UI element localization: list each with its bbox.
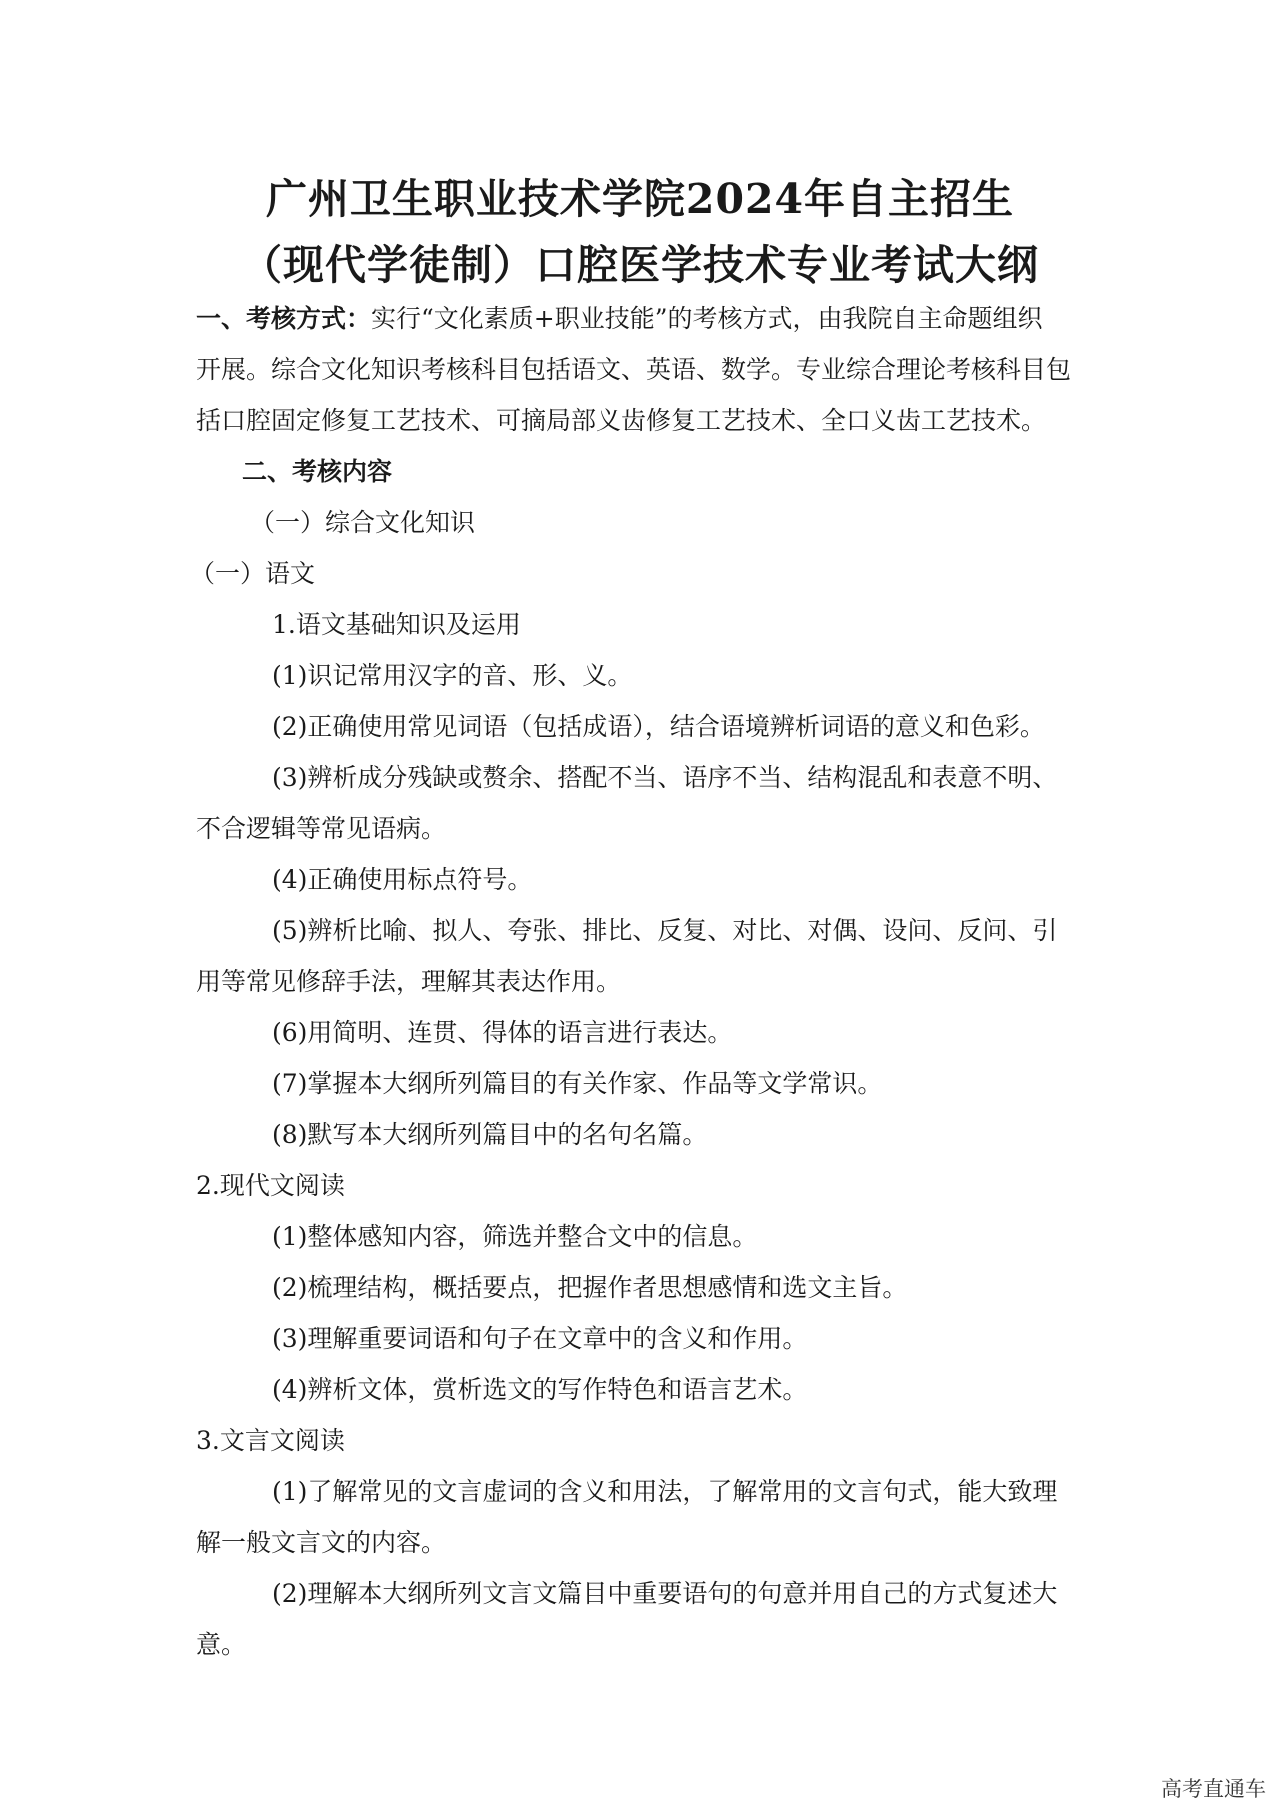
document-title-line1: 广州卫生职业技术学院2024年自主招生	[265, 175, 1015, 223]
list-item: (3)辨析成分残缺或赘余、搭配不当、语序不当、结构混乱和表意不明、	[272, 763, 1058, 792]
section1-label: 一、考核方式：	[196, 304, 372, 333]
section1-line2: 开展。综合文化知识考核科目包括语文、英语、数学。专业综合理论考核科目包	[196, 355, 1072, 384]
watermark-text: 高考直通车	[1161, 1777, 1266, 1801]
list-item: (4)正确使用标点符号。	[272, 865, 533, 894]
part3-heading: 3.文言文阅读	[196, 1426, 345, 1455]
section2-heading: 二、考核内容	[242, 457, 393, 486]
sub1-heading: （一）综合文化知识	[250, 508, 476, 537]
part1-heading: 1.语文基础知识及运用	[272, 610, 521, 639]
chinese-heading: （一）语文	[190, 559, 316, 588]
list-item: (1)整体感知内容，筛选并整合文中的信息。	[272, 1222, 758, 1251]
section1-line3: 括口腔固定修复工艺技术、可摘局部义齿修复工艺技术、全口义齿工艺技术。	[196, 406, 1047, 435]
list-item: (5)辨析比喻、拟人、夸张、排比、反复、对比、对偶、设问、反问、引	[272, 916, 1058, 945]
list-item: (1)识记常用汉字的音、形、义。	[272, 661, 633, 690]
list-item: (8)默写本大纲所列篇目中的名句名篇。	[272, 1120, 708, 1149]
list-item: (1)了解常见的文言虚词的含义和用法，了解常用的文言句式，能大致理	[272, 1477, 1058, 1506]
list-item-continuation: 意。	[196, 1630, 247, 1659]
part2-heading: 2.现代文阅读	[196, 1171, 345, 1200]
list-item: (4)辨析文体，赏析选文的写作特色和语言艺术。	[272, 1375, 808, 1404]
list-item-continuation: 用等常见修辞手法，理解其表达作用。	[196, 967, 622, 996]
section1-line1	[196, 293, 1096, 344]
list-item: (7)掌握本大纲所列篇目的有关作家、作品等文学常识。	[272, 1069, 883, 1098]
section1-text: 实行“文化素质+职业技能”的考核方式，由我院自主命题组织	[371, 304, 1043, 333]
list-item: (3)理解重要词语和句子在文章中的含义和作用。	[272, 1324, 808, 1353]
list-item: (6)用简明、连贯、得体的语言进行表达。	[272, 1018, 733, 1047]
list-item: (2)理解本大纲所列文言文篇目中重要语句的句意并用自己的方式复述大	[272, 1579, 1058, 1608]
list-item-continuation: 不合逻辑等常见语病。	[196, 814, 447, 843]
list-item: (2)正确使用常见词语（包括成语），结合语境辨析词语的意义和色彩。	[272, 712, 1045, 741]
list-item-continuation: 解一般文言文的内容。	[196, 1528, 447, 1557]
list-item: (2)梳理结构，概括要点，把握作者思想感情和选文主旨。	[272, 1273, 908, 1302]
document-body	[190, 293, 1096, 1670]
document-title-line2: （现代学徒制）口腔医学技术专业考试大纲	[241, 241, 1039, 289]
